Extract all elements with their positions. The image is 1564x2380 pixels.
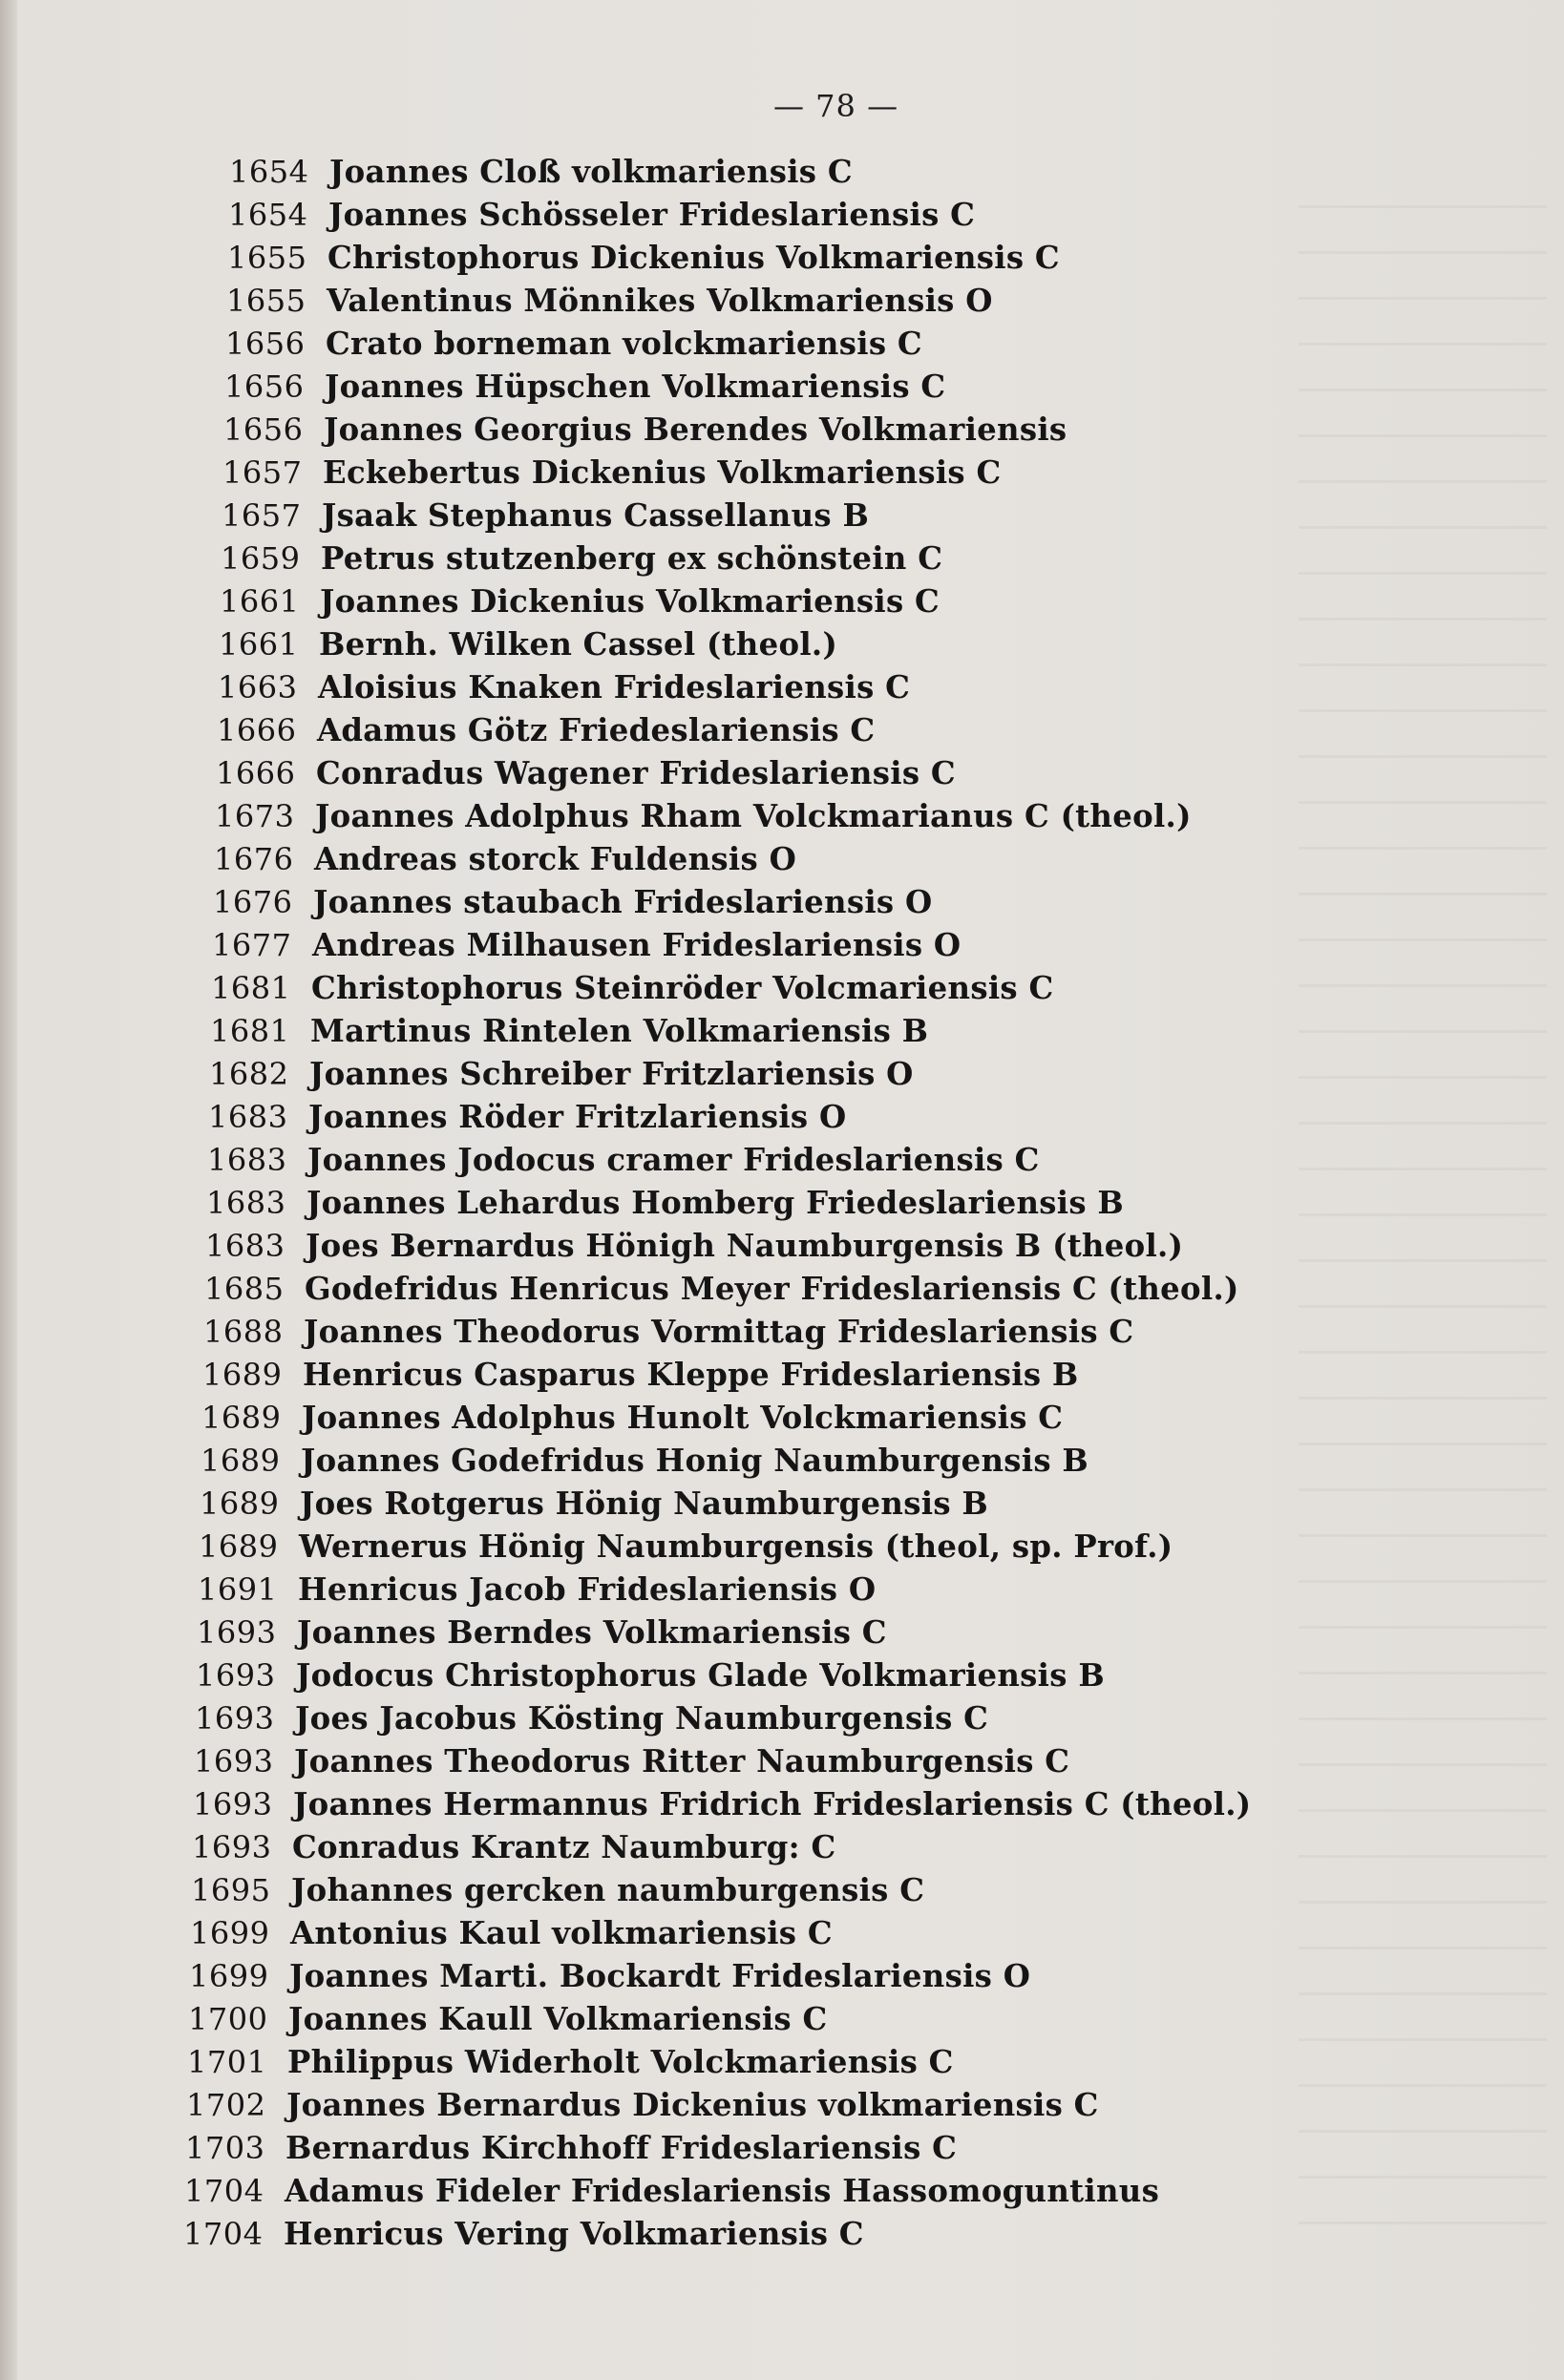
entry-year: 1676 (213, 884, 293, 920)
entry-text: Joannes Röder Fritzlariensis O (308, 1098, 847, 1135)
list-entry (192, 1828, 847, 1872)
entry-year: 1661 (220, 583, 300, 620)
list-entry (184, 2172, 1177, 2216)
entry-year: 1677 (212, 927, 292, 963)
list-entry (197, 1613, 898, 1657)
entry-text: Joannes Lehardus Homberg Friedeslariensis B (306, 1184, 1125, 1221)
entry-year: 1655 (226, 283, 306, 319)
list-entry (221, 539, 956, 583)
entry-text: Henricus Casparus Kleppe Frideslariensis B (303, 1356, 1079, 1393)
entry-year: 1704 (183, 2216, 264, 2252)
entry-text: Joannes Adolphus Rham Volckmarianus C (theol.) (315, 797, 1192, 834)
list-entry (220, 582, 952, 626)
entry-year: 1657 (222, 454, 303, 491)
list-entry (222, 496, 880, 540)
list-entry (229, 153, 863, 197)
entry-text: Petrus stutzenberg ex schönstein C (321, 539, 943, 577)
entry-year: 1695 (191, 1872, 271, 1908)
list-entry (194, 1742, 1086, 1786)
list-entry (196, 1656, 1121, 1700)
entry-year: 1656 (224, 369, 305, 405)
list-entry (205, 1227, 1201, 1271)
entry-text: Andreas storck Fuldensis O (314, 840, 797, 877)
entry-year: 1676 (214, 841, 294, 877)
entry-text: Crato borneman volckmariensis C (326, 325, 922, 362)
entry-text: Joannes Schreiber Fritzlariensis O (309, 1055, 914, 1092)
list-entry (222, 453, 1015, 497)
list-entry (214, 840, 806, 884)
entry-text: Joannes Marti. Bockardt Frideslariensis O (289, 1957, 1031, 1994)
entry-text: Jsaak Stephanus Cassellanus B (322, 496, 870, 534)
entry-year: 1693 (197, 1614, 277, 1651)
list-entry (227, 239, 1075, 283)
list-entry (211, 969, 1068, 1013)
list-entry (204, 1270, 1258, 1314)
list-entry (210, 1012, 941, 1056)
entry-year: 1655 (227, 240, 307, 276)
entry-year: 1693 (196, 1657, 276, 1694)
list-entry (228, 196, 988, 240)
entry-year: 1673 (215, 798, 295, 834)
list-entry (203, 1313, 1151, 1357)
list-entry (186, 2086, 1115, 2130)
list-entry (208, 1098, 857, 1142)
entry-year: 1699 (190, 1915, 270, 1951)
entry-text: Joannes Hüpschen Volkmariensis C (325, 368, 946, 405)
entry-year: 1704 (184, 2173, 264, 2209)
entry-text: Godefridus Henricus Meyer Frideslariensis C (theol.) (305, 1270, 1239, 1307)
entry-year: 1681 (211, 970, 291, 1006)
entry-text: Joannes Adolphus Hunolt Volckmariensis C (302, 1399, 1064, 1436)
list-entry (217, 711, 886, 755)
entry-text: Philippus Widerholt Volckmariensis C (287, 2043, 954, 2080)
list-entry (223, 411, 1082, 454)
entry-text: Conradus Wagener Frideslariensis C (316, 754, 956, 791)
list-entry (216, 754, 969, 798)
list-entry (225, 325, 935, 369)
list-entry (198, 1570, 888, 1614)
entry-text: Joes Rotgerus Hönig Naumburgensis B (300, 1485, 989, 1522)
list-entry (224, 368, 959, 411)
list-entry (193, 1785, 1271, 1829)
entry-text: Joannes Kaull Volkmariensis C (288, 2000, 828, 2037)
entry-text: Joannes Bernardus Dickenius volkmariensis C (286, 2086, 1099, 2123)
entry-text: Joes Jacobus Kösting Naumburgensis C (295, 1699, 989, 1737)
list-entry (189, 1957, 1046, 2001)
list-entry (219, 625, 848, 669)
entry-text: Joannes Dickenius Volkmariensis C (320, 582, 941, 620)
entry-text: Johannes gercken naumburgensis C (291, 1871, 925, 1908)
list-entry (202, 1356, 1094, 1400)
entry-year: 1683 (205, 1228, 285, 1264)
list-entry (207, 1141, 1054, 1185)
entry-year: 1685 (204, 1271, 285, 1307)
entry-text: Antonius Kaul volkmariensis C (290, 1914, 833, 1951)
entry-text: Joannes Cloß volkmariensis C (329, 153, 853, 190)
entry-text: Joes Bernardus Hönigh Naumburgensis B (theol.) (306, 1227, 1184, 1264)
list-entry (200, 1485, 1003, 1528)
list-entry (213, 883, 945, 927)
list-entry (201, 1442, 1105, 1485)
entry-text: Joannes Godefridus Honig Naumburgensis B (301, 1442, 1089, 1479)
entry-year: 1702 (186, 2087, 266, 2123)
entry-text: Aloisius Knaken Frideslariensis C (318, 668, 911, 706)
entry-year: 1699 (189, 1958, 269, 1994)
entry-year: 1666 (217, 712, 297, 748)
entry-year: 1691 (198, 1571, 278, 1608)
entry-year: 1693 (195, 1700, 275, 1737)
entry-text: Joannes Berndes Volkmariensis C (297, 1613, 887, 1651)
entry-text: Martinus Rintelen Volkmariensis B (310, 1012, 929, 1049)
list-entry (185, 2129, 971, 2173)
list-entry (190, 1914, 843, 1958)
entry-text: Henricus Vering Volkmariensis C (284, 2215, 864, 2252)
entry-year: 1703 (185, 2130, 265, 2166)
entry-year: 1661 (219, 626, 299, 663)
list-entry (183, 2215, 876, 2259)
entry-year: 1683 (208, 1099, 288, 1135)
entry-text: Joannes Schösseler Frideslariensis C (328, 196, 976, 233)
entry-text: Christophorus Dickenius Volkmariensis C (328, 239, 1060, 276)
list-entry (201, 1399, 1079, 1443)
entry-text: Henricus Jacob Frideslariensis O (298, 1570, 877, 1608)
entry-year: 1701 (187, 2044, 267, 2080)
list-entry (209, 1055, 926, 1099)
list-entry (187, 2043, 967, 2087)
entry-year: 1700 (188, 2001, 268, 2037)
entry-year: 1689 (199, 1528, 279, 1565)
entry-year: 1656 (223, 411, 304, 448)
entry-text: Andreas Milhausen Frideslariensis O (312, 926, 962, 963)
entry-text: Christophorus Steinröder Volcmariensis C (311, 969, 1054, 1006)
entry-text: Joannes staubach Frideslariensis O (313, 883, 933, 920)
entry-text: Joannes Theodorus Vormittag Frideslariensis C (304, 1313, 1134, 1350)
entry-year: 1689 (201, 1443, 281, 1479)
list-entry (206, 1184, 1141, 1228)
entry-year: 1683 (207, 1142, 287, 1178)
entry-year: 1681 (210, 1013, 290, 1049)
entry-text: Wernerus Hönig Naumburgensis (theol, sp. Prof.) (299, 1527, 1173, 1565)
entry-text: Valentinus Mönnikes Volkmariensis O (327, 282, 993, 319)
list-entry (195, 1699, 1003, 1743)
entry-text: Bernh. Wilken Cassel (theol.) (319, 625, 838, 663)
list-entry (212, 926, 974, 970)
entry-year: 1693 (194, 1743, 274, 1780)
list-entry (215, 797, 1209, 841)
list-entry (188, 2000, 838, 2044)
entry-year: 1683 (206, 1185, 286, 1221)
entry-text: Adamus Fideler Frideslariensis Hassomoguntinus (285, 2172, 1160, 2209)
entry-text: Bernardus Kirchhoff Frideslariensis C (285, 2129, 958, 2166)
list-entry (218, 668, 922, 712)
entry-text: Adamus Götz Friedeslariensis C (317, 711, 876, 748)
list-entry (191, 1871, 938, 1915)
entry-text: Joannes Theodorus Ritter Naumburgensis C (294, 1742, 1070, 1780)
entry-year: 1657 (222, 497, 302, 534)
entry-year: 1689 (202, 1357, 283, 1393)
entry-year: 1654 (229, 154, 309, 190)
entry-year: 1659 (221, 540, 301, 577)
list-entry (226, 282, 1006, 326)
entry-year: 1693 (193, 1786, 273, 1822)
list-entry (199, 1527, 1191, 1571)
entry-year: 1666 (216, 755, 296, 791)
entry-year: 1688 (203, 1314, 284, 1350)
entry-year: 1654 (228, 197, 308, 233)
entry-year: 1656 (225, 326, 306, 362)
entry-text: Eckebertus Dickenius Volkmariensis C (323, 453, 1002, 491)
entry-text: Joannes Jodocus cramer Frideslariensis C (307, 1141, 1040, 1178)
entry-text: Jodocus Christophorus Glade Volkmariensis B (296, 1656, 1105, 1694)
entry-year: 1689 (201, 1400, 282, 1436)
entry-text: Conradus Krantz Naumburg: C (292, 1828, 836, 1865)
entry-text: Joannes Georgius Berendes Volkmariensis (324, 411, 1067, 448)
entry-year: 1693 (192, 1829, 272, 1865)
entry-year: 1689 (200, 1485, 280, 1522)
entry-year: 1663 (218, 669, 298, 706)
page-number: — 78 — (773, 88, 899, 124)
entry-year: 1682 (209, 1056, 289, 1092)
entry-text: Joannes Hermannus Fridrich Frideslariensis C (theol.) (293, 1785, 1252, 1822)
